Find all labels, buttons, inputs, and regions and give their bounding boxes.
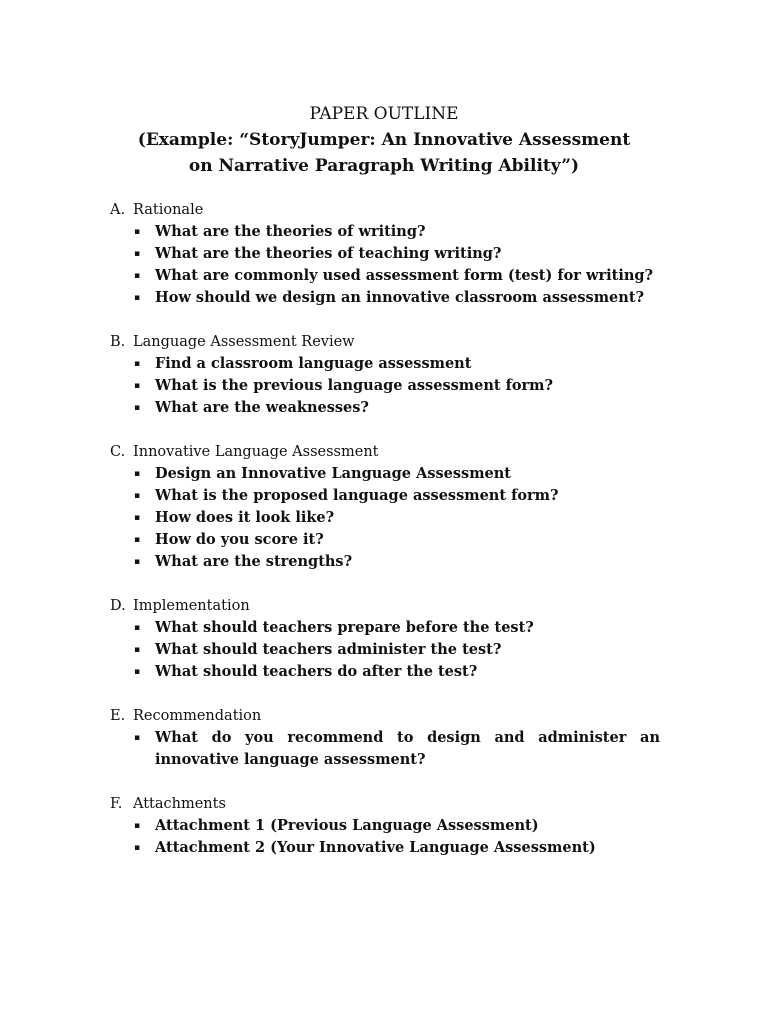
list-item: [110, 375, 660, 397]
section-items: [110, 617, 660, 683]
square-bullet-icon: ▪: [134, 667, 141, 677]
subtitle-line-2: on Narrative Paragraph Writing Ability”): [188, 156, 580, 176]
section-rationale: [110, 199, 660, 309]
section-title: Language Assessment Review: [133, 334, 355, 350]
list-item-text: What should teachers prepare before the test?: [155, 619, 534, 636]
list-item: [110, 551, 660, 573]
section-heading: [110, 199, 660, 221]
subtitle-line-1: (Example: “StoryJumper: An Innovative Assessment: [137, 130, 631, 150]
list-item-text: How does it look like?: [155, 509, 335, 526]
list-item: [110, 463, 660, 485]
square-bullet-icon: ▪: [134, 843, 141, 853]
square-bullet-icon: ▪: [134, 623, 141, 633]
square-bullet-icon: ▪: [134, 227, 141, 237]
square-bullet-icon: ▪: [134, 733, 141, 743]
square-bullet-icon: ▪: [134, 469, 141, 479]
square-bullet-icon: ▪: [134, 293, 141, 303]
list-item: [110, 397, 660, 419]
list-item: [110, 837, 660, 859]
section-items: [110, 727, 660, 771]
section-heading: [110, 793, 660, 815]
section-attachments: [110, 793, 660, 859]
section-language-assessment-review: [110, 331, 660, 419]
square-bullet-icon: ▪: [134, 271, 141, 281]
list-item-text: Attachment 1 (Previous Language Assessment): [155, 817, 539, 834]
section-heading: [110, 441, 660, 463]
section-title: Implementation: [133, 598, 250, 614]
list-item-text: What are the theories of teaching writing?: [155, 245, 502, 262]
list-item-text: What should teachers administer the test?: [155, 641, 502, 658]
list-item: [110, 815, 660, 837]
square-bullet-icon: ▪: [134, 381, 141, 391]
section-title: Rationale: [133, 202, 204, 218]
list-item-text: What is the previous language assessment form?: [155, 377, 554, 394]
section-letter: C.: [110, 444, 126, 460]
section-title: Recommendation: [133, 708, 262, 724]
list-item-text: What are the strengths?: [155, 553, 353, 570]
list-item-text: Attachment 2 (Your Innovative Language Assessment): [155, 839, 596, 856]
section-letter: D.: [110, 598, 126, 614]
title-block: [0, 101, 768, 179]
list-item: [110, 485, 660, 507]
list-item-text: Find a classroom language assessment: [155, 355, 472, 372]
square-bullet-icon: ▪: [134, 403, 141, 413]
section-items: [110, 353, 660, 419]
list-item-text: How should we design an innovative classroom assessment?: [155, 289, 645, 306]
square-bullet-icon: ▪: [134, 535, 141, 545]
list-item: [110, 661, 660, 683]
list-item: [110, 243, 660, 265]
list-item: [110, 639, 660, 661]
list-item-text: What are the theories of writing?: [155, 223, 426, 240]
section-implementation: [110, 595, 660, 683]
square-bullet-icon: ▪: [134, 557, 141, 567]
list-item-text: What are commonly used assessment form (test) for writing?: [155, 267, 654, 284]
list-item: [110, 353, 660, 375]
list-item: [110, 221, 660, 243]
section-title: Attachments: [133, 796, 226, 812]
list-item-text: How do you score it?: [155, 531, 324, 548]
list-item-text: What do you recommend to design and administer an innovative language assessment?: [155, 729, 660, 768]
section-recommendation: [110, 705, 660, 771]
section-letter: A.: [110, 202, 126, 218]
list-item: [110, 265, 660, 287]
list-item: [110, 529, 660, 551]
section-items: [110, 221, 660, 309]
list-item: [110, 727, 660, 771]
square-bullet-icon: ▪: [134, 821, 141, 831]
section-items: [110, 463, 660, 573]
section-letter: B.: [110, 334, 126, 350]
list-item-text: What are the weaknesses?: [155, 399, 369, 416]
section-letter: E.: [110, 708, 126, 724]
list-item: [110, 507, 660, 529]
list-item: [110, 287, 660, 309]
square-bullet-icon: ▪: [134, 513, 141, 523]
list-item-text: What is the proposed language assessment form?: [155, 487, 559, 504]
section-heading: [110, 705, 660, 727]
section-letter: F.: [110, 796, 123, 812]
list-item-text: Design an Innovative Language Assessment: [155, 465, 512, 482]
section-heading: [110, 331, 660, 353]
outline-list: [110, 199, 660, 881]
square-bullet-icon: ▪: [134, 249, 141, 259]
square-bullet-icon: ▪: [134, 359, 141, 369]
section-title: Innovative Language Assessment: [133, 444, 379, 460]
section-heading: [110, 595, 660, 617]
section-items: [110, 815, 660, 859]
square-bullet-icon: ▪: [134, 645, 141, 655]
list-item: [110, 617, 660, 639]
page-title: PAPER OUTLINE: [309, 104, 459, 124]
section-innovative-language-assessment: [110, 441, 660, 573]
square-bullet-icon: ▪: [134, 491, 141, 501]
list-item-text: What should teachers do after the test?: [155, 663, 478, 680]
